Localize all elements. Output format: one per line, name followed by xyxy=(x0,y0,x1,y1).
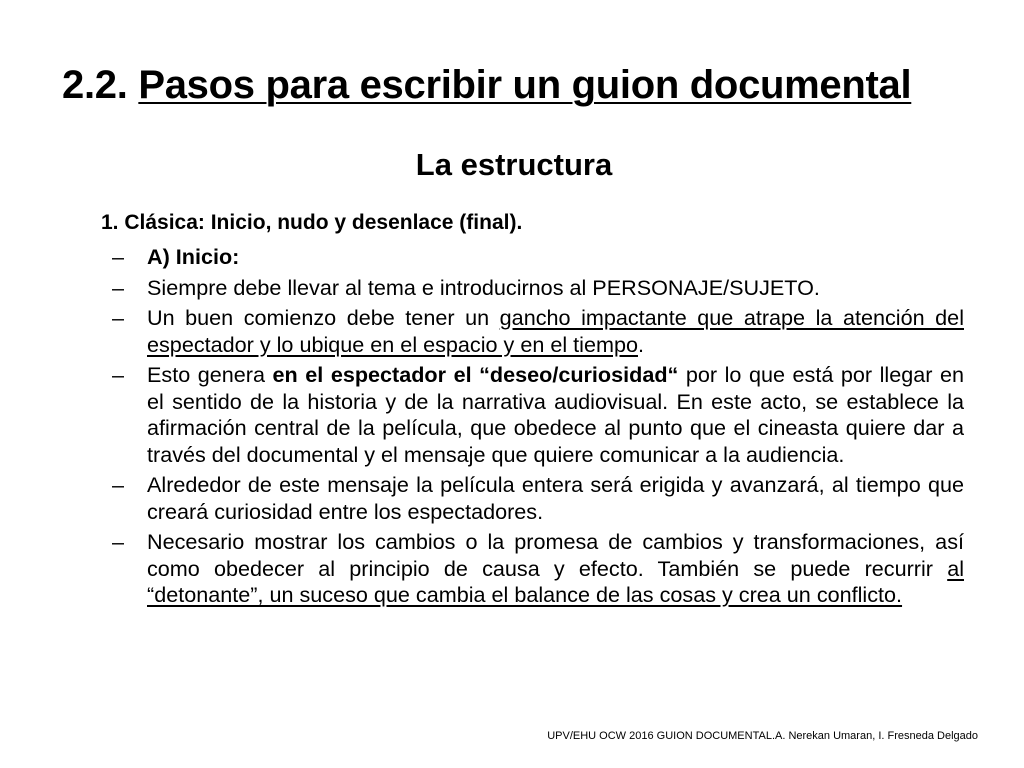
slide-title-number: 2.2. xyxy=(62,63,139,107)
bullet-text: A) Inicio: xyxy=(147,244,240,269)
bullet-item-cambios xyxy=(112,529,964,609)
bullet-text: Alrededor de este mensaje la película entera será erigida y avanzará, al tiempo que creará curiosidad entre los espectadores. xyxy=(147,472,964,524)
slide-subtitle xyxy=(0,146,1024,183)
bullet-text-underlined: gancho impactante que atrape la atención del espectador y lo ubique en el espacio y en el tiempo xyxy=(147,305,964,357)
bullet-text: Un buen comienzo debe tener un xyxy=(147,305,500,330)
bullet-text: Esto genera xyxy=(147,362,273,387)
bullet-item-mensaje xyxy=(112,472,964,525)
bullet-dash: – xyxy=(112,472,125,497)
bullet-dash: – xyxy=(112,274,125,300)
bullet-item-comienzo xyxy=(112,305,964,358)
slide-footer: UPV/EHU OCW 2016 GUION DOCUMENTAL.A. Nerekan Umaran, I. Fresneda Delgado xyxy=(547,730,978,742)
bullet-item-personaje xyxy=(112,275,964,302)
bullet-text-end: . xyxy=(637,331,644,357)
bullet-dash: – xyxy=(112,529,125,554)
section-heading: 1. Clásica: Inicio, nudo y desenlace (final). xyxy=(101,211,523,234)
bullet-text: Necesario mostrar los cambios o la promesa de cambios y transformaciones, así como obedecer al principio de causa y efecto. También se puede recurrir xyxy=(147,529,964,581)
bullet-text-bold: en el espectador el “deseo/curiosidad“ xyxy=(272,362,679,387)
bullet-dash: – xyxy=(112,244,125,269)
bullet-text-end: por lo que está por llegar en el sentido de la historia y de la narrativa audiovisual. En este acto, se establece la afirmación central de la película, que obedece al punto que el cineasta quiere dar a través del documental y el mensaje que quiere comunicar a la audiencia. xyxy=(147,362,964,467)
bullet-dash: – xyxy=(112,362,125,387)
bullet-dash: – xyxy=(112,305,125,330)
slide-title-text: Pasos para escribir un guion documental xyxy=(138,63,912,107)
bullet-item-deseo xyxy=(112,362,964,468)
slide-subtitle-text: La estructura xyxy=(415,147,613,182)
bullet-list xyxy=(112,244,964,613)
bullet-text: Siempre debe llevar al tema e introducirnos al PERSONAJE/SUJETO. xyxy=(147,274,820,300)
bullet-item-inicio xyxy=(112,244,964,271)
bullet-text-underlined: al “detonante”, un suceso que cambia el balance de las cosas y crea un conflicto. xyxy=(147,555,964,607)
slide-title xyxy=(62,62,911,108)
